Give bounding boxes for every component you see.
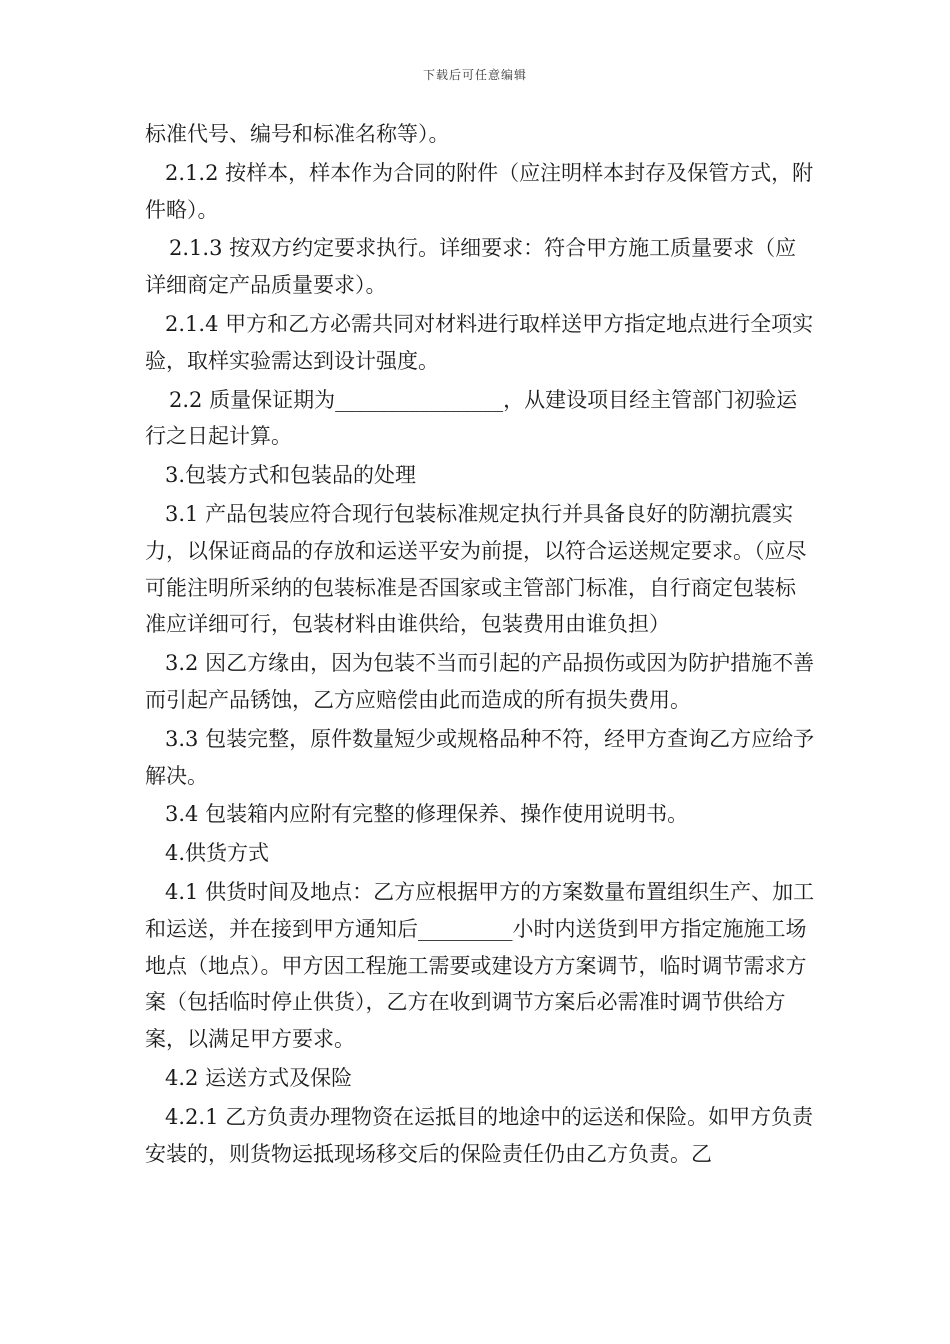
paragraph: 3.包装方式和包装品的处理 [165, 463, 417, 488]
paragraph: 2.1.4 甲方和乙方必需共同对材料进行取样送甲方指定地点进行全项实验，取样实验需达到设计强度。 [145, 311, 814, 373]
paragraph: 2.1.3 按双方约定要求执行。详细要求：符合甲方施工质量要求（应详细商定产品质量要求）。 [145, 236, 797, 298]
paragraph: 4.供货方式 [165, 841, 270, 866]
paragraph: 3.1 产品包装应符合现行包装标准规定执行并具备良好的防潮抗震实力，以保证商品的存放和运送平安为前提，以符合运送规定要求。（应尽可能注明所采纳的包装标准是否国家或主管部门标准，自行商定包装标准应详细可行，包装材料由谁供给，包装费用由谁负担） [145, 501, 807, 637]
paragraph: 4.1 供货时间及地点：乙方应根据甲方的方案数量布置组织生产、加工和运送，并在接到甲方通知后_________小时内送货到甲方指定施施工场地点（地点）。甲方因工程施工需要或建设方方案调节，临时调节需求方案（包括临时停止供货），乙方在收到调节方案后必需准时调节供给方案，以满足甲方要求。 [145, 879, 815, 1052]
paragraph: 3.3 包装完整，原件数量短少或规格品种不符，经甲方查询乙方应给予解决。 [145, 726, 815, 788]
paragraph: 2.1.2 按样本，样本作为合同的附件（应注明样本封存及保管方式，附件略）。 [145, 160, 814, 222]
paragraph: 3.4 包装箱内应附有完整的修理保养、操作使用说明书。 [165, 802, 689, 827]
paragraph: 4.2.1 乙方负责办理物资在运抵目的地途中的运送和保险。如甲方负责安装的，则货物运抵现场移交后的保险责任仍由乙方负责。乙 [145, 1104, 814, 1166]
page-header: 下载后可任意编辑 [422, 68, 527, 82]
paragraph: 3.2 因乙方缘由，因为包装不当而引起的产品损伤或因为防护措施不善而引起产品锈蚀，乙方应赔偿由此而造成的所有损失费用。 [145, 651, 815, 712]
paragraph: 4.2 运送方式及保险 [165, 1065, 353, 1090]
document-body [145, 116, 815, 1172]
paragraph: 标准代号、编号和标准名称等）。 [145, 122, 450, 146]
paragraph: 2.2 质量保证期为________________，从建设项目经主管部门初验运行之日起计算。 [145, 387, 798, 449]
